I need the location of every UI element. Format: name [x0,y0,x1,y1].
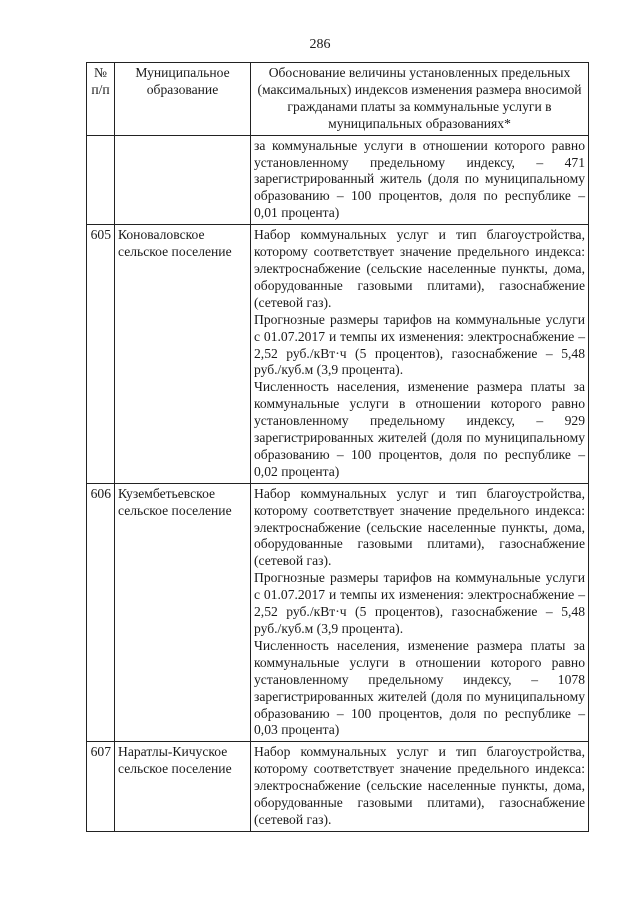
header-justification: Обоснование величины установленных предельных (максимальных) индексов изменения размера вносимой гражданами платы за коммунальные услуги в муниципальных образованиях* [251,63,589,136]
justification-paragraph: за коммунальные услуги в отношении которого равно установленному предельному индексу, – 471 зарегистрированный житель (доля по муниципальному образованию – 100 процентов, доля по республике – 0,01 процента) [254,137,585,221]
row-justification [251,225,589,484]
row-num: 607 [87,742,115,832]
row-num: 605 [87,225,115,484]
page-number: 286 [309,37,331,52]
table-header-row [87,63,589,136]
justification-paragraph: Численность населения, изменение размера платы за коммунальные услуги в отношении которого равно установленному предельному индексу, – 1078 зарегистрированных жителей (доля по муниципальному образованию – 100 процентов, доля по республике – 0,03 процента) [254,637,585,738]
header-num: № п/п [87,63,115,136]
row-municipality [115,135,251,225]
justification-paragraph: Прогнозные размеры тарифов на коммунальные услуги с 01.07.2017 и темпы их изменения: электроснабжение – 2,52 руб./кВт·ч (5 процентов), газоснабжение – 5,48 руб./куб.м (3,9 процента). [254,570,585,636]
row-justification [251,483,589,742]
table-row [87,225,589,484]
justification-paragraph: Прогнозные размеры тарифов на коммунальные услуги с 01.07.2017 и темпы их изменения: электроснабжение – 2,52 руб./кВт·ч (5 процентов), газоснабжение – 5,48 руб./куб.м (3,9 процента). [254,311,585,378]
table-row [87,483,589,742]
row-municipality: Наратлы-Кичуское сельское поселение [115,742,251,832]
header-municipality: Муниципальное образование [115,63,251,136]
justification-paragraph: Набор коммунальных услуг и тип благоустройства, которому соответствует значение предельного индекса: электроснабжение (сельские населенные пункты, дома, оборудованные газовыми плитами), газоснабжение (сетевой газ). [254,227,585,310]
row-num: 606 [87,483,115,742]
justification-paragraph: Набор коммунальных услуг и тип благоустройства, которому соответствует значение предельного индекса: электроснабжение (сельские населенные пункты, дома, оборудованные газовыми плитами), газоснабжение (сетевой газ). [254,485,585,569]
table-row [87,135,589,225]
row-municipality: Коноваловское сельское поселение [115,225,251,484]
row-justification [251,135,589,225]
row-justification [251,742,589,832]
table-row [87,742,589,832]
tariff-table [86,62,589,832]
row-num [87,135,115,225]
justification-paragraph: Численность населения, изменение размера платы за коммунальные услуги в отношении которого равно установленному предельному индексу, – 929 зарегистрированных жителей (доля по муниципальному образованию – 100 процентов, доля по республике – 0,02 процента) [254,379,585,479]
justification-paragraph: Набор коммунальных услуг и тип благоустройства, которому соответствует значение предельного индекса: электроснабжение (сельские населенные пункты, дома, оборудованные газовыми плитами), газоснабжение (сетевой газ). [254,744,585,827]
row-municipality: Кузембетьевское сельское поселение [115,483,251,742]
